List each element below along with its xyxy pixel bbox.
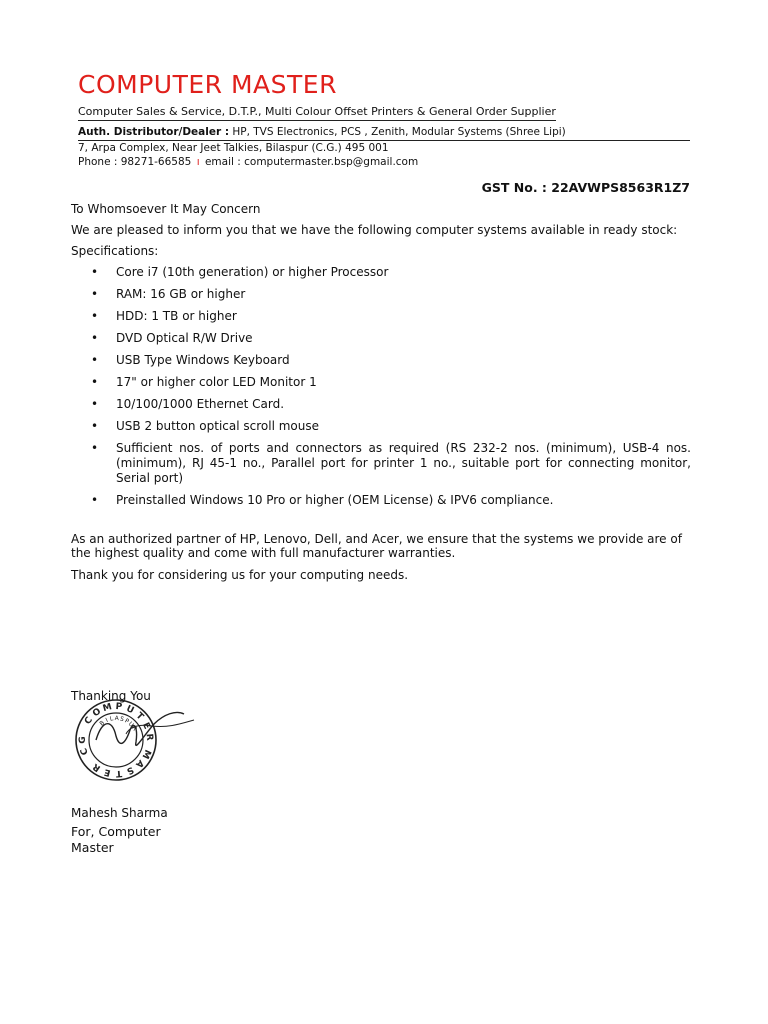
spec-text: RAM: 16 GB or higher bbox=[116, 287, 246, 301]
spec-item bbox=[71, 287, 691, 302]
spec-text: DVD Optical R/W Drive bbox=[116, 331, 253, 345]
svg-text:A: A bbox=[133, 757, 146, 770]
svg-text:R: R bbox=[143, 733, 155, 742]
bullet-icon: • bbox=[91, 331, 99, 345]
spec-text: USB 2 button optical scroll mouse bbox=[116, 419, 320, 433]
spec-item bbox=[71, 265, 691, 280]
thanks-paragraph: Thank you for considering us for your computing needs. bbox=[71, 568, 409, 582]
company-tagline: Computer Sales & Service, D.T.P., Multi Colour Offset Printers & General Order Supplier bbox=[78, 105, 556, 121]
svg-text:P: P bbox=[115, 701, 123, 713]
company-stamp-signature bbox=[68, 690, 198, 790]
svg-text:I: I bbox=[104, 716, 110, 725]
svg-text:P: P bbox=[123, 717, 131, 726]
svg-text:T: T bbox=[115, 767, 123, 779]
svg-text:U: U bbox=[126, 720, 135, 729]
svg-text:C: C bbox=[82, 715, 95, 727]
intro-paragraph: We are pleased to inform you that we have the following computer systems available in ready stock: bbox=[71, 223, 678, 237]
svg-text:C: C bbox=[79, 746, 91, 757]
svg-text:E: E bbox=[103, 766, 112, 778]
bullet-icon: • bbox=[91, 265, 99, 279]
email-text: email : computermaster.bsp@gmail.com bbox=[204, 156, 419, 168]
svg-text:G: G bbox=[78, 736, 88, 744]
for-company: For, Computer Master bbox=[71, 824, 161, 855]
bullet-icon: • bbox=[91, 397, 99, 411]
spec-item bbox=[71, 309, 691, 324]
spec-heading: Specifications: bbox=[71, 244, 159, 258]
svg-text:R: R bbox=[91, 760, 103, 774]
svg-text:A: A bbox=[114, 714, 119, 723]
svg-text:B: B bbox=[98, 719, 107, 728]
bullet-icon: • bbox=[91, 419, 99, 433]
spec-text: Preinstalled Windows 10 Pro or higher (OEM License) & IPV6 compliance. bbox=[116, 493, 554, 507]
contact-separator: ı bbox=[196, 156, 200, 168]
spec-item bbox=[71, 419, 691, 434]
thanking-you: Thanking You bbox=[71, 689, 151, 703]
dealer-value: HP, TVS Electronics, PCS , Zenith, Modular Systems (Shree Lipi) bbox=[232, 126, 566, 138]
phone-text: Phone : 98271-66585 bbox=[78, 156, 192, 168]
spec-list bbox=[71, 265, 691, 508]
bullet-icon: • bbox=[91, 441, 99, 455]
spec-text: 17" or higher color LED Monitor 1 bbox=[116, 375, 317, 389]
svg-text:R: R bbox=[130, 724, 139, 733]
svg-text:M: M bbox=[139, 747, 153, 761]
svg-text:U: U bbox=[124, 704, 136, 717]
signer-name: Mahesh Sharma bbox=[71, 806, 168, 820]
spec-text: Core i7 (10th generation) or higher Processor bbox=[116, 265, 389, 279]
svg-text:T: T bbox=[133, 710, 146, 723]
spec-item bbox=[71, 441, 691, 486]
spec-item bbox=[71, 353, 691, 368]
spec-item bbox=[71, 375, 691, 390]
gst-number: GST No. : 22AVWPS8563R1Z7 bbox=[481, 180, 690, 195]
company-name: COMPUTER MASTER bbox=[78, 70, 337, 99]
bullet-icon: • bbox=[91, 375, 99, 389]
spec-item bbox=[71, 493, 691, 508]
bullet-icon: • bbox=[91, 287, 99, 301]
spec-item bbox=[71, 331, 691, 346]
svg-text:E: E bbox=[140, 721, 152, 731]
salutation: To Whomsoever It May Concern bbox=[71, 202, 261, 216]
svg-text:L: L bbox=[109, 715, 114, 723]
svg-text:S: S bbox=[119, 715, 125, 724]
bullet-icon: • bbox=[91, 353, 99, 367]
spec-text: Sufficient nos. of ports and connectors as required (RS 232-2 nos. (minimum), USB-4 nos. (minimum), RJ 45-1 no., Parallel port for printer 1 no., suitable port for connecting monitor, Serial port) bbox=[116, 441, 691, 485]
bullet-icon: • bbox=[91, 309, 99, 323]
spec-item bbox=[71, 397, 691, 412]
spec-text: USB Type Windows Keyboard bbox=[116, 353, 290, 367]
svg-text:M: M bbox=[101, 702, 114, 715]
address-line: 7, Arpa Complex, Near Jeet Talkies, Bilaspur (C.G.) 495 001 bbox=[78, 142, 389, 154]
closing-section bbox=[71, 532, 691, 590]
dealer-label: Auth. Distributor/Dealer : bbox=[78, 126, 230, 138]
letter-body bbox=[71, 202, 691, 515]
bullet-icon: • bbox=[91, 493, 99, 507]
svg-text:S: S bbox=[124, 764, 135, 776]
spec-text: HDD: 1 TB or higher bbox=[116, 309, 237, 323]
dealer-line bbox=[78, 125, 690, 141]
spec-text: 10/100/1000 Ethernet Card. bbox=[116, 397, 285, 411]
partner-paragraph: As an authorized partner of HP, Lenovo, Dell, and Acer, we ensure that the systems we provide are of the highest quality and come with full manufacturer warranties. bbox=[71, 532, 682, 560]
contact-line bbox=[78, 155, 690, 169]
svg-text:O: O bbox=[91, 706, 104, 720]
letterhead bbox=[78, 70, 690, 169]
